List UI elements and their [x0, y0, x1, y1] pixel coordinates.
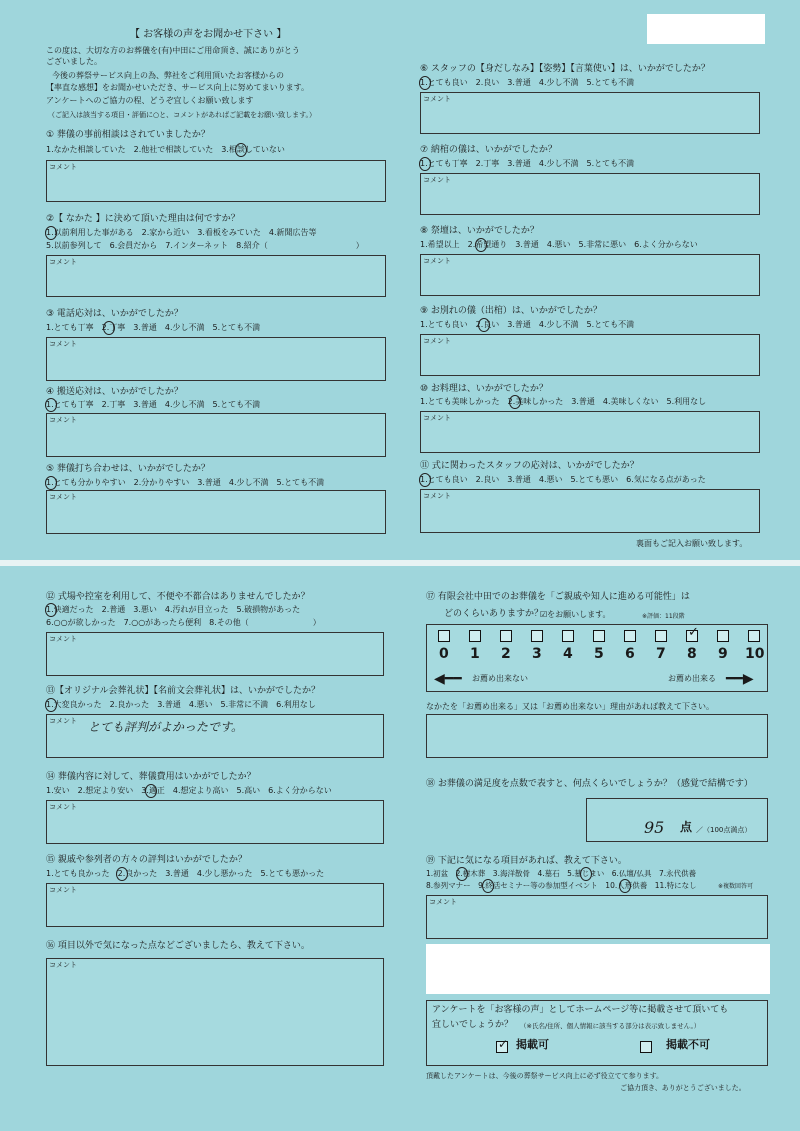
answer-circle [45, 226, 57, 240]
q5-title: ⑤ 葬儀打ち合わせは、いかがでしたか？ [46, 464, 210, 474]
comment-label: コメント [423, 492, 451, 500]
q16-title: ⑯ 項目以外で気になった点などございましたら、教えて下さい。 [46, 941, 310, 951]
scale-left-label: お薦め出来ない [472, 674, 528, 683]
q17-check-label: ☑をお願いします。 [540, 610, 611, 619]
q17-reason-prompt: なかたを「お薦め出来る」又は「お薦め出来ない」理由があれば教えて下さい。 [426, 702, 714, 711]
answer-circle [45, 476, 57, 490]
answer-circle [45, 698, 57, 712]
q11-title: ⑪ 式に関わったスタッフの応対は、いかがでしたか？ [420, 461, 639, 471]
q9-options: 1.とても良い 2.良い 3.普通 4.少し不満 5.とても不満 [420, 320, 635, 329]
redacted-block [426, 944, 770, 994]
comment-label: コメント [423, 337, 451, 345]
q7-comment-box[interactable] [420, 173, 760, 215]
answer-circle [235, 143, 247, 157]
scale-number: 6 [625, 646, 635, 662]
q18-unit-note: ／（100点満点） [696, 826, 752, 834]
comment-label: コメント [49, 163, 77, 171]
q1-title: ① 葬儀の事前相談はされていましたか？ [46, 130, 210, 140]
q9-title: ⑨ お別れの儀（出棺）は、いかがでしたか？ [420, 306, 602, 316]
q11-options: 1.とても良い 2.良い 3.普通 4.悪い 5.とても悪い 6.気になる点があった [420, 475, 706, 484]
q6-options: 1.とても良い 2.良い 3.普通 4.少し不満 5.とても不満 [420, 78, 635, 87]
q6-comment-box[interactable] [420, 92, 760, 134]
scale-number: 8 [687, 646, 697, 662]
footer-line: ご協力頂き、ありがとうございました。 [620, 1084, 746, 1092]
q16-comment-box[interactable] [46, 958, 384, 1066]
publish-no-checkbox[interactable] [640, 1041, 652, 1053]
q10-title: ⑩ お料理は、いかがでしたか？ [420, 384, 548, 394]
q8-options: 1.希望以上 2.希望通り 3.普通 4.悪い 5.非常に悪い 6.よく分からない [420, 240, 698, 249]
q15-title: ⑮ 親戚や参列者の方々の評判はいかがでしたか？ [46, 855, 247, 865]
q8-title: ⑧ 祭壇は、いかがでしたか？ [420, 226, 539, 236]
q17-subtitle: どのくらいありますか？ [444, 609, 544, 619]
scale-number: 5 [594, 646, 604, 662]
answer-circle [482, 879, 494, 893]
q13-options: 1.大変良かった 2.良かった 3.普通 4.悪い 5.非常に不満 6.利用なし [46, 700, 316, 709]
q19-options: 8.参列マナー 9.終活セミナー等の参加型イベント 10.人形供養 11.特になし [426, 881, 697, 890]
q5-options: 1.とても分かりやすい 2.分かりやすい 3.普通 4.少し不満 5.とても不満 [46, 478, 325, 487]
q18-score-box[interactable] [586, 798, 768, 842]
comment-label: コメント [49, 258, 77, 266]
q19-options-note: ※複数回答可 [718, 883, 754, 890]
scale-checkbox-9[interactable] [717, 630, 729, 642]
scale-checkbox-8[interactable] [686, 625, 699, 642]
publish-note: （※氏名/住所、個人情報に該当する部分は表示致しません。） [520, 1022, 701, 1030]
q17-reason-box[interactable] [426, 714, 768, 758]
checkmark-icon: ✓ [688, 625, 699, 640]
comment-label: コメント [423, 176, 451, 184]
comment-label: コメント [49, 886, 77, 894]
answer-circle [478, 318, 490, 332]
answer-circle [116, 867, 128, 881]
scale-checkbox-4[interactable] [562, 630, 574, 642]
comment-label: コメント [49, 493, 77, 501]
answer-circle [419, 473, 431, 487]
answer-circle [45, 603, 57, 617]
intro-line: アンケートへのご協力の程、どうぞ宜しくお願い致します [46, 96, 254, 105]
q5-comment-box[interactable] [46, 490, 386, 534]
q2-options: 5.以前参列して 6.会員だから 7.インターネット 8.紹介（ ） [46, 241, 364, 250]
q19-options: 1.初盆 2.樹木葬 3.海洋散骨 4.墓石 5.墓じまい 6.仏壇/仏具 7.永代供養 [426, 869, 697, 878]
publish-question: アンケートを「お客様の声」としてホームページ等に掲載させて頂いても [432, 1005, 729, 1015]
q14-options: 1.安い 2.想定より安い 3.適正 4.想定より高い 5.高い 6.よく分からない [46, 786, 332, 795]
q12-options: 6.○○が欲しかった 7.○○があったら便利 8.その他（ ） [46, 618, 321, 627]
q2-comment-box[interactable] [46, 255, 386, 297]
comment-label: コメント [49, 803, 77, 811]
q9-comment-box[interactable] [420, 334, 760, 376]
scale-number: 3 [532, 646, 542, 662]
comment-label: コメント [49, 416, 77, 424]
q2-options: 1.以前利用した事がある 2.家から近い 3.看板をみていた 4.新聞広告等 [46, 228, 317, 237]
answer-circle [580, 867, 592, 881]
scale-checkbox-1[interactable] [469, 630, 481, 642]
comment-label: コメント [423, 414, 451, 422]
q3-title: ③ 電話応対は、いかがでしたか？ [46, 309, 183, 319]
arrow-right-icon: ━━▶ [726, 671, 754, 687]
survey-title: 【 お客様の声をお聞かせ下さい 】 [130, 29, 287, 40]
q15-options: 1.とても良かった 2.良かった 3.普通 4.少し悪かった 5.とても悪かった [46, 869, 325, 878]
q1-comment-box[interactable] [46, 160, 386, 202]
q12-comment-box[interactable] [46, 632, 384, 676]
scale-checkbox-7[interactable] [655, 630, 667, 642]
q3-options: 1.とても丁寧 2.丁寧 3.普通 4.少し不満 5.とても不満 [46, 323, 261, 332]
q4-title: ④ 搬送応対は、いかがでしたか？ [46, 387, 183, 397]
back-side-note: 裏面もご記入お願い致します。 [636, 539, 748, 548]
q10-comment-box[interactable] [420, 411, 760, 453]
q18-score-unit: 点 [680, 820, 693, 834]
q14-comment-box[interactable] [46, 800, 384, 844]
answer-circle [419, 76, 431, 90]
publish-yes-checkbox[interactable] [496, 1037, 509, 1053]
arrow-left-icon: ◀━━ [434, 671, 462, 687]
q4-options: 1.とても丁寧 2.丁寧 3.普通 4.少し不満 5.とても不満 [46, 400, 261, 409]
scale-number: 10 [745, 646, 765, 662]
answer-circle [45, 398, 57, 412]
comment-label: コメント [423, 95, 451, 103]
scale-checkbox-3[interactable] [531, 630, 543, 642]
footer-line: 頂戴したアンケートは、今後の葬祭サービス向上に必ず役立てて参ります。 [426, 1072, 664, 1080]
scale-checkbox-0[interactable] [438, 630, 450, 642]
checkmark-icon: ✓ [498, 1037, 509, 1051]
q18-score-value: 95 [644, 818, 665, 837]
scale-number: 7 [656, 646, 666, 662]
q7-options: 1.とても丁寧 2.丁寧 3.普通 4.少し不満 5.とても不満 [420, 159, 635, 168]
q13-handwritten-comment: とても評判がよかったです。 [88, 720, 244, 734]
q15-comment-box[interactable] [46, 883, 384, 927]
comment-label: コメント [423, 257, 451, 265]
redacted-block [647, 14, 765, 44]
publish-yes-label: 掲載可 [516, 1038, 549, 1051]
scale-right-label: お薦め出来る [668, 674, 716, 683]
q10-options: 1.とても美味しかった 2.美味しかった 3.普通 4.美味しくない 5.利用なし [420, 397, 707, 406]
q2-title: ②【 なかた 】に決めて頂いた理由は何ですか？ [46, 214, 240, 224]
scale-checkbox-6[interactable] [624, 630, 636, 642]
scale-number: 9 [718, 646, 728, 662]
q8-comment-box[interactable] [420, 254, 760, 296]
comment-label: コメント [429, 898, 457, 906]
intro-line: 【率直な感想】をお聞かせいただき、サービス向上に努めてまいります。 [46, 83, 310, 92]
answer-circle [475, 238, 487, 252]
scale-checkbox-5[interactable] [593, 630, 605, 642]
q18-title: ⑱ お葬儀の満足度を点数で表すと、何点くらいでしょうか？（感覚で結構です） [426, 779, 753, 789]
scale-checkbox-2[interactable] [500, 630, 512, 642]
answer-circle [103, 321, 115, 335]
intro-line: この度は、大切な方のお葬儀を(有)中田にご用命頂き、誠にありがとう [46, 46, 300, 55]
q17-title: ⑰ 有限会社中田でのお葬儀を「ご親戚や知人に進める可能性」は [426, 592, 690, 602]
scale-number: 2 [501, 646, 511, 662]
intro-line: ございました。 [46, 57, 102, 66]
scale-checkbox-10[interactable] [748, 630, 760, 642]
q19-title: ⑲ 下記に気になる項目があれば、教えて下さい。 [426, 856, 627, 866]
q4-comment-box[interactable] [46, 413, 386, 457]
answer-circle [145, 784, 157, 798]
publish-no-label: 掲載不可 [666, 1038, 710, 1051]
intro-line: 今後の葬祭サービス向上の為、弊社をご利用頂いたお客様からの [52, 71, 284, 80]
q19-comment-box[interactable] [426, 895, 768, 939]
q7-title: ⑦ 納棺の儀は、いかがでしたか？ [420, 145, 557, 155]
scale-number: 4 [563, 646, 573, 662]
q12-title: ⑫ 式場や控室を利用して、不便や不都合はありませんでしたか？ [46, 592, 310, 602]
scale-number: 1 [470, 646, 480, 662]
q12-options: 1.快適だった 2.普通 3.悪い 4.汚れが目立った 5.破損物があった [46, 605, 301, 614]
q6-title: ⑥ スタッフの【身だしなみ】【姿勢】【言葉使い】は、いかがでしたか？ [420, 64, 710, 74]
q1-options: 1.なかた相談していた 2.他社で相談していた 3.相談していない [46, 145, 285, 154]
answer-circle [419, 157, 431, 171]
answer-circle [509, 395, 521, 409]
comment-label: コメント [49, 635, 77, 643]
answer-circle [619, 879, 631, 893]
q17-note: ※評価：11段階 [642, 613, 685, 620]
q3-comment-box[interactable] [46, 337, 386, 381]
q11-comment-box[interactable] [420, 489, 760, 533]
comment-label: コメント [49, 961, 77, 969]
intro-line: （ご記入は該当する項目・評価に○と、コメントがあればご記載をお願い致します。） [48, 111, 317, 119]
q14-title: ⑭ 葬儀内容に対して、葬儀費用はいかがでしたか？ [46, 772, 256, 782]
q13-title: ⑬【オリジナル会葬礼状】【名前文会葬礼状】は、いかがでしたか？ [46, 686, 321, 696]
scale-number: 0 [439, 646, 449, 662]
answer-circle [456, 867, 468, 881]
comment-label: コメント [49, 340, 77, 348]
comment-label: コメント [49, 717, 77, 725]
publish-question: 宜しいでしょうか？ [432, 1020, 514, 1030]
